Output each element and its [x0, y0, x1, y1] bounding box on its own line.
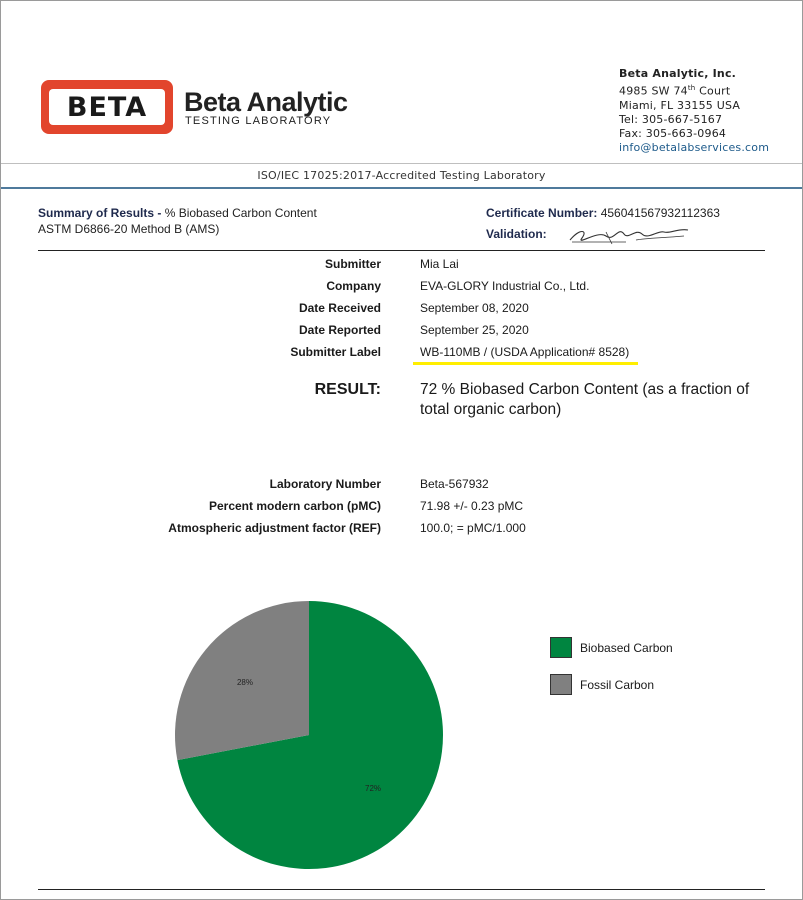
- submitter-label-value: WB-110MB / (USDA Application# 8528): [420, 345, 630, 359]
- summary-method: ASTM D6866-20 Method B (AMS): [38, 222, 220, 236]
- company-address: [619, 67, 769, 155]
- date-received-label: Date Received: [298, 301, 381, 315]
- pie-label-fossil-carbon: 28%: [236, 678, 253, 688]
- header-divider: [1, 163, 802, 164]
- brand-subtitle: TESTING LABORATORY: [185, 115, 332, 127]
- ref-value: 100.0; = pMC/1.000: [420, 521, 526, 535]
- accreditation-text: ISO/IEC 17025:2017-Accredited Testing Laboratory: [257, 169, 546, 182]
- legend-swatch-biobased: [550, 637, 572, 658]
- email-link[interactable]: info@betalabservices.com: [619, 140, 770, 154]
- pie-label-biobased-carbon: 72%: [365, 783, 382, 793]
- legend-item-fossil: [550, 674, 654, 695]
- date-reported-value: September 25, 2020: [420, 323, 529, 337]
- biobased-pie-chart: [169, 595, 449, 875]
- result-label: RESULT:: [314, 381, 381, 398]
- submitter-value: Mia Lai: [420, 257, 459, 271]
- result-value: 72 % Biobased Carbon Content (as a fraction of total organic carbon): [420, 381, 750, 418]
- certificate-number: Certificate Number: 456041567932112363: [486, 206, 720, 220]
- company-value: EVA-GLORY Industrial Co., Ltd.: [420, 279, 590, 293]
- address-line1: 4985 SW 74th Court: [619, 84, 731, 98]
- pmc-value: 71.98 +/- 0.23 pMC: [420, 499, 524, 513]
- company-label: Company: [326, 279, 381, 293]
- legend-label-fossil: Fossil Carbon: [580, 677, 655, 692]
- summary-rule: [38, 250, 765, 251]
- submitter-label-label: Submitter Label: [290, 345, 381, 359]
- pmc-label: Percent modern carbon (pMC): [208, 499, 381, 513]
- summary-title: Summary of Results - % Biobased Carbon Content: [38, 206, 317, 220]
- legend-swatch-fossil: [550, 674, 572, 695]
- logo-text: BETA: [66, 91, 148, 123]
- footer-rule: [38, 889, 765, 890]
- validation-signature: [566, 222, 691, 248]
- address-line2: Miami, FL 33155 USA: [619, 98, 741, 112]
- beta-logo: [41, 80, 173, 134]
- phone: Tel: 305-667-5167: [619, 112, 723, 126]
- ref-label: Atmospheric adjustment factor (REF): [168, 521, 381, 535]
- lab-number-label: Laboratory Number: [269, 477, 381, 491]
- lab-number-value: Beta-567932: [420, 477, 489, 491]
- legend-item-biobased: [550, 637, 673, 658]
- legend-label-biobased: Biobased Carbon: [580, 640, 673, 655]
- date-received-value: September 08, 2020: [420, 301, 529, 315]
- highlight-underline: [413, 362, 638, 365]
- header-rule: [1, 187, 802, 189]
- company-name: Beta Analytic, Inc.: [619, 67, 737, 80]
- submitter-label: Submitter: [324, 257, 381, 271]
- validation-label: Validation:: [486, 227, 547, 241]
- date-reported-label: Date Reported: [298, 323, 381, 337]
- fax: Fax: 305-663-0964: [619, 126, 727, 140]
- brand-name: Beta Analytic: [184, 87, 348, 117]
